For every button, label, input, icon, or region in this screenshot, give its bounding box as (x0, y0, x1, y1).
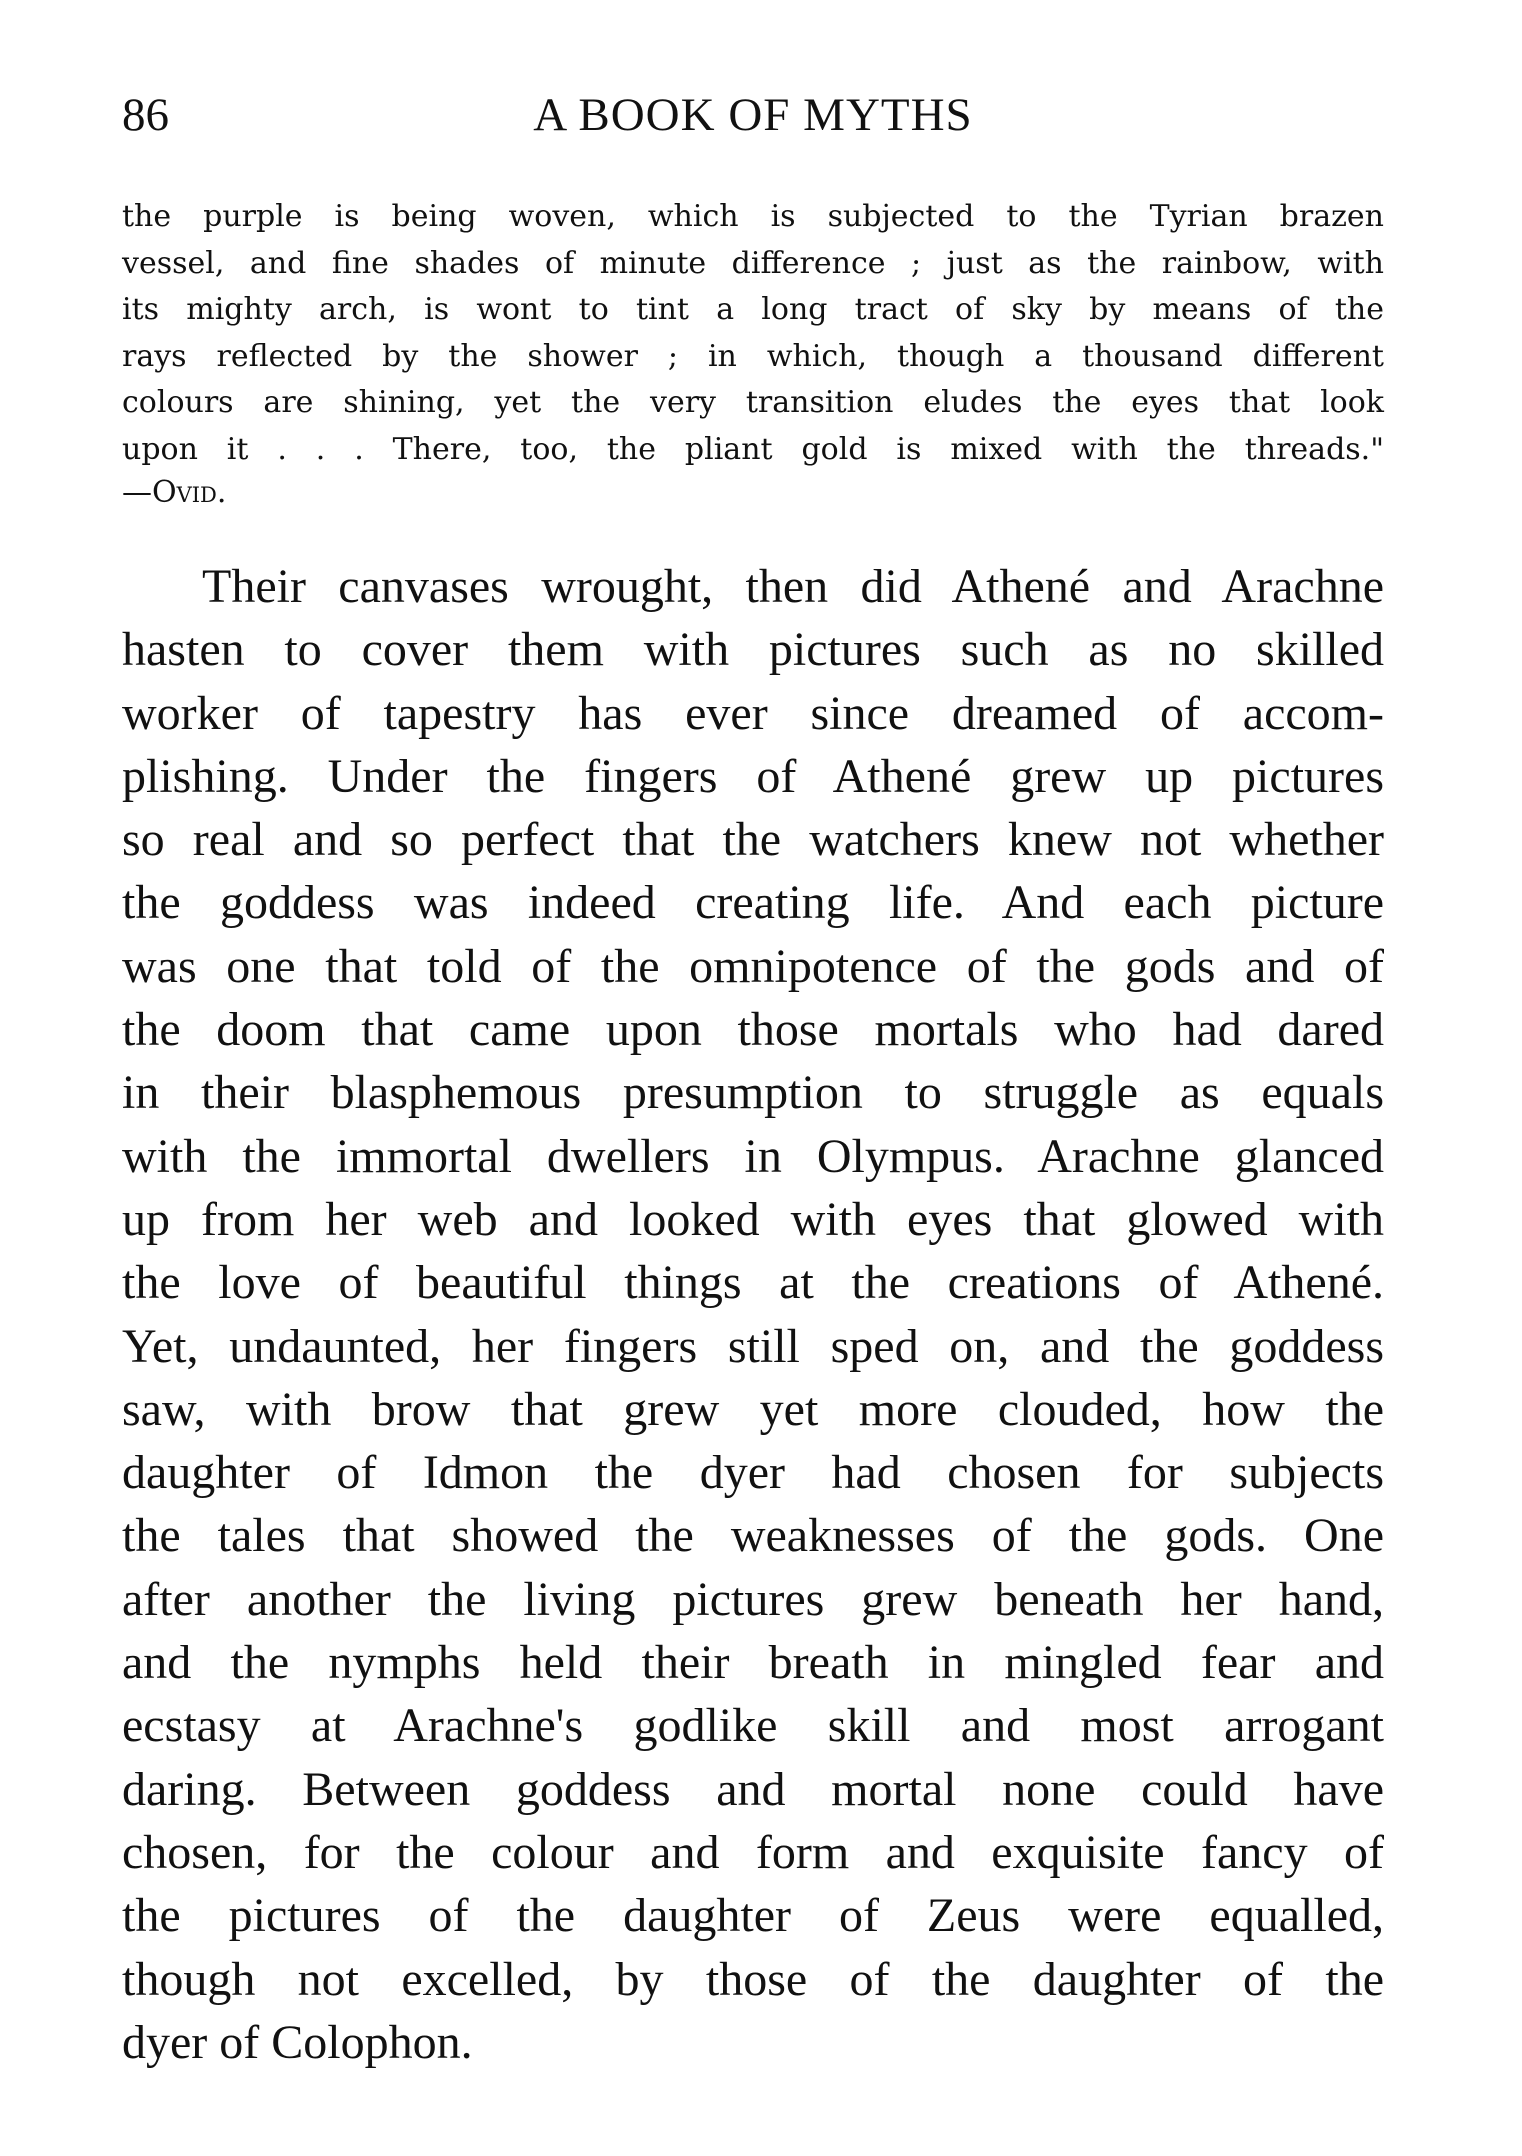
body-line: daughter of Idmon the dyer had chosen for subjects (122, 1446, 1384, 1500)
body-line: was one that told of the omnipotence of the gods and of (122, 939, 1384, 993)
book-page (122, 82, 1384, 2074)
quote-attribution: —Ovid. (122, 475, 227, 510)
running-title: A BOOK OF MYTHS (533, 89, 973, 141)
page-header (122, 82, 1384, 148)
body-line: the pictures of the daughter of Zeus were equalled, (122, 1889, 1384, 1943)
quote-line: rays reflected by the shower ; in which, though a thousand different (122, 338, 1384, 374)
body-line: and the nymphs held their breath in mingled fear and (122, 1636, 1384, 1690)
page-number: 86 (122, 89, 169, 141)
body-line: plishing. Under the fingers of Athené grew up pictures (122, 749, 1384, 803)
body-line: saw, with brow that grew yet more clouded, how the (122, 1382, 1384, 1436)
body-paragraph (122, 555, 1384, 2074)
body-line: ecstasy at Arachne's godlike skill and most arrogant (122, 1699, 1384, 1753)
body-line: the goddess was indeed creating life. And each picture (122, 876, 1384, 930)
epigraph-quote (122, 194, 1384, 513)
body-line: Yet, undaunted, her fingers still sped on, and the goddess (122, 1319, 1384, 1373)
body-line: the love of beautiful things at the creations of Athené. (122, 1256, 1384, 1310)
body-line: in their blasphemous presumption to struggle as equals (122, 1066, 1384, 1120)
body-line: dyer of Colophon. (122, 2015, 473, 2069)
body-line: up from her web and looked with eyes that glowed with (122, 1192, 1384, 1246)
quote-line: upon it . . . There, too, the pliant gold is mixed with the threads." (122, 431, 1384, 467)
body-line: hasten to cover them with pictures such as no skilled (122, 623, 1384, 677)
quote-line: vessel, and fine shades of minute difference ; just as the rainbow, with (122, 245, 1384, 281)
body-line: the tales that showed the weaknesses of the gods. One (122, 1509, 1384, 1563)
body-line: worker of tapestry has ever since dreamed of accom- (122, 686, 1384, 740)
body-line: after another the living pictures grew beneath her hand, (122, 1572, 1384, 1626)
body-line: so real and so perfect that the watchers knew not whether (122, 813, 1384, 867)
quote-line: its mighty arch, is wont to tint a long tract of sky by means of the (122, 292, 1384, 327)
body-line: though not excelled, by those of the daughter of the (122, 1952, 1384, 2006)
body-line: daring. Between goddess and mortal none could have (122, 1762, 1384, 1816)
body-line: Their canvases wrought, then did Athené and Arachne (202, 560, 1384, 613)
quote-line: colours are shining, yet the very transition eludes the eyes that look (122, 385, 1384, 420)
body-line: with the immortal dwellers in Olympus. Arachne glanced (122, 1129, 1384, 1183)
body-line: the doom that came upon those mortals who had dared (122, 1003, 1384, 1057)
quote-line: the purple is being woven, which is subjected to the Tyrian brazen (122, 199, 1384, 234)
body-line: chosen, for the colour and form and exquisite fancy of (122, 1825, 1384, 1879)
